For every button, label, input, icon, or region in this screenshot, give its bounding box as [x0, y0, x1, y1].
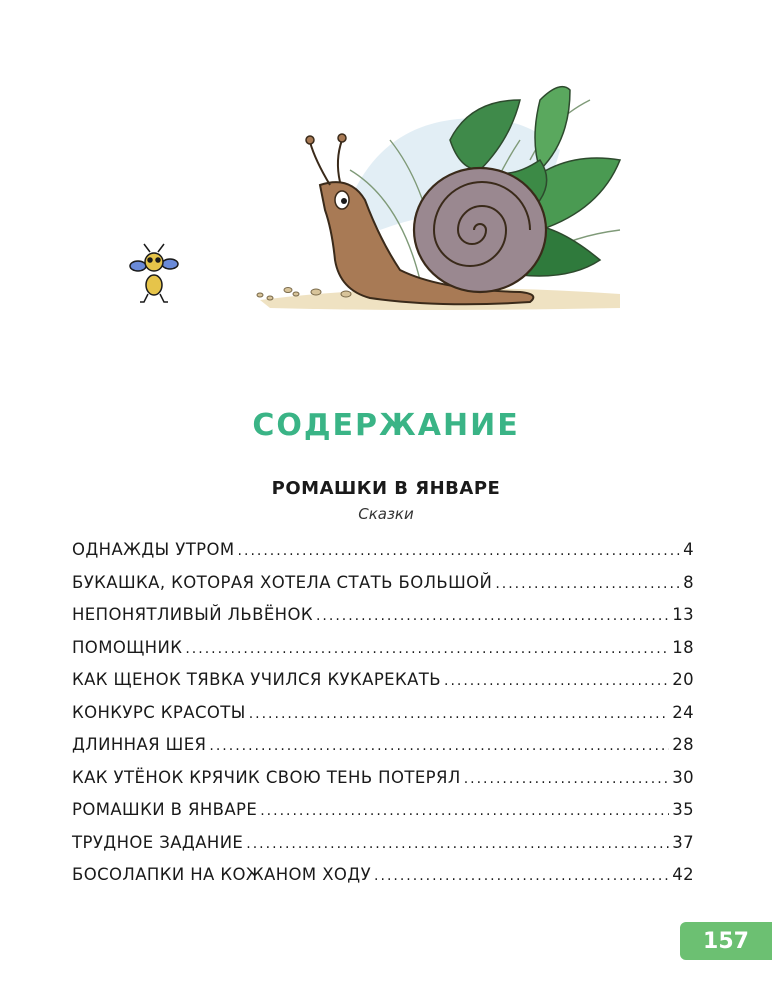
toc-entry-title: БОСОЛАПКИ НА КОЖАНОМ ХОДУ [72, 865, 372, 884]
toc-entry[interactable] [72, 768, 694, 801]
toc-entry[interactable] [72, 573, 694, 606]
toc-entry-page: 24 [672, 702, 694, 722]
toc-entry[interactable] [72, 865, 694, 898]
contents-heading: СОДЕРЖАНИЕ [252, 408, 520, 443]
toc-leader-dots [185, 641, 669, 657]
toc-entry-page: 20 [672, 670, 694, 689]
toc-entry-title: КОНКУРС КРАСОТЫ [72, 702, 246, 722]
toc-leader-dots [444, 673, 669, 689]
toc-entry-page: 13 [672, 605, 694, 624]
toc-entry-title: РОМАШКИ В ЯНВАРЕ [72, 800, 258, 819]
toc-entry-title: КАК ЩЕНОК ТЯВКА УЧИЛСЯ КУКАРЕКАТЬ [72, 670, 441, 689]
toc-entry-page: 30 [672, 767, 694, 787]
toc-entry-page: 4 [683, 540, 694, 559]
toc-entry-title: НЕПОНЯТЛИВЫЙ ЛЬВЁНОК [72, 605, 313, 624]
toc-entry-title: БУКАШКА, КОТОРАЯ ХОТЕЛА СТАТЬ БОЛЬШОЙ [72, 572, 493, 592]
toc-entry[interactable] [72, 800, 694, 833]
toc-leader-dots [246, 836, 669, 852]
toc-entry-title: ТРУДНОЕ ЗАДАНИЕ [72, 832, 244, 852]
toc-entry[interactable] [72, 735, 694, 768]
table-of-contents [72, 540, 694, 898]
toc-entry-page: 18 [672, 637, 694, 657]
section-title: РОМАШКИ В ЯНВАРЕ [271, 478, 501, 499]
toc-leader-dots [238, 543, 681, 559]
page-number-badge: 157 [680, 922, 772, 960]
toc-leader-dots [374, 868, 669, 884]
toc-entry-page: 37 [672, 832, 694, 852]
snail-bug-illustration [120, 80, 640, 320]
toc-entry-page: 42 [672, 865, 694, 884]
toc-entry-page: 8 [683, 572, 694, 592]
section-subtitle: Сказки [358, 505, 414, 523]
toc-entry[interactable] [72, 833, 694, 866]
toc-entry-title: ДЛИННАЯ ШЕЯ [72, 735, 207, 754]
toc-leader-dots [495, 576, 680, 592]
toc-entry-title: КАК УТЁНОК КРЯЧИК СВОЮ ТЕНЬ ПОТЕРЯЛ [72, 767, 461, 787]
toc-entry[interactable] [72, 605, 694, 638]
toc-entry-page: 28 [672, 735, 694, 754]
toc-entry-title: ОДНАЖДЫ УТРОМ [72, 540, 235, 559]
toc-leader-dots [260, 803, 669, 819]
toc-entry-title: ПОМОЩНИК [72, 637, 183, 657]
toc-entry[interactable] [72, 638, 694, 671]
toc-leader-dots [464, 771, 670, 787]
toc-leader-dots [249, 706, 670, 722]
toc-entry[interactable] [72, 540, 694, 573]
toc-entry[interactable] [72, 703, 694, 736]
toc-entry-page: 35 [672, 800, 694, 819]
toc-leader-dots [316, 608, 669, 624]
toc-leader-dots [209, 738, 669, 754]
toc-entry[interactable] [72, 670, 694, 703]
